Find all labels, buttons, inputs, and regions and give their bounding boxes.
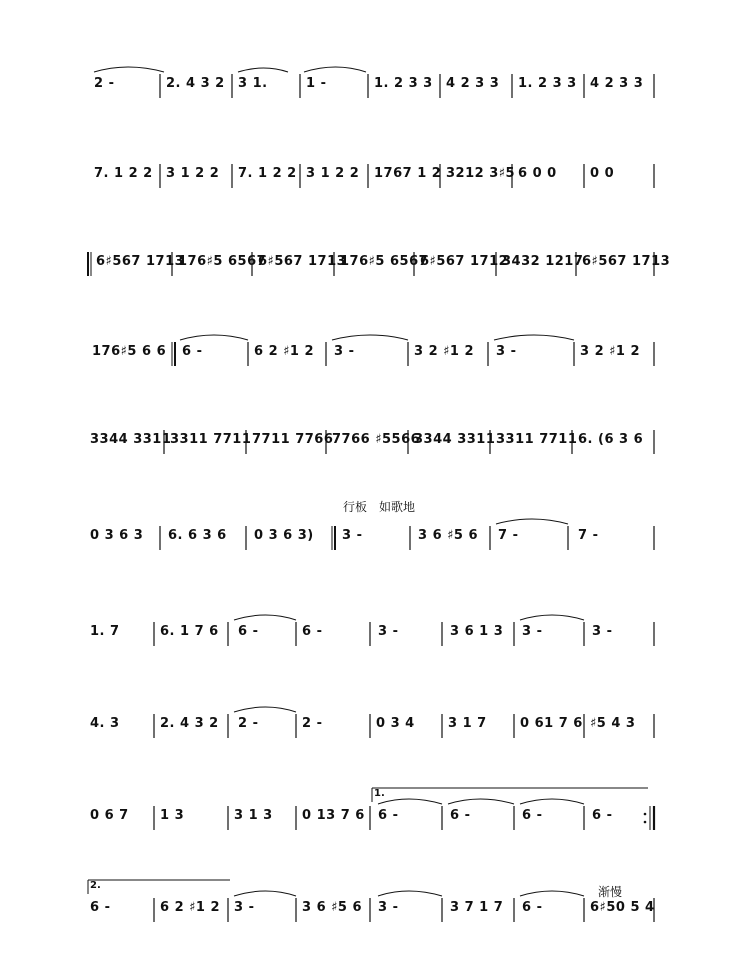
score-line-1	[88, 68, 656, 108]
measure: 1 -	[306, 76, 327, 91]
measure: 3311 7711	[496, 432, 578, 447]
score-line-7	[88, 616, 656, 656]
measure: 6♯567 1712	[420, 254, 509, 269]
measure: 7 -	[498, 528, 519, 543]
line-4-barlines	[88, 336, 656, 376]
measure: 2 -	[302, 716, 323, 731]
tempo-marking: 行板 如歌地	[343, 500, 416, 514]
measure: 6 -	[238, 624, 259, 639]
score-line-4	[88, 336, 656, 376]
measure: 6 -	[592, 808, 613, 823]
measure: 7711 7766	[252, 432, 334, 447]
measure: 0 13 7 6	[302, 808, 365, 823]
measure: 0 3 6 3	[90, 528, 144, 543]
measure: 0 3 4	[376, 716, 415, 731]
measure: 6. 6 3 6	[168, 528, 227, 543]
measure: 6 -	[522, 900, 543, 915]
measure: 3 1 7	[448, 716, 487, 731]
measure: 3432 1217	[502, 254, 584, 269]
measure: 176♯5 6567	[340, 254, 429, 269]
measure: 1. 7	[90, 624, 120, 639]
measure: 6♯567 1713	[582, 254, 671, 269]
ritardando-marking: 渐慢	[598, 885, 623, 899]
measure: 0 0	[590, 166, 615, 181]
measure: 6. (6 3 6	[578, 432, 644, 447]
score-line-3	[88, 246, 671, 286]
volta-2-label: 2.	[90, 880, 101, 891]
measure: 6 -	[378, 808, 399, 823]
measure: 7. 1 2 2	[94, 166, 153, 181]
measure: 176♯5 6 6	[92, 344, 167, 359]
volta-1-label: 1.	[374, 788, 385, 799]
measure: 6 -	[182, 344, 203, 359]
measure: 3 1.	[238, 76, 268, 91]
measure: 1. 2 3 3	[518, 76, 577, 91]
measure: 3 6 ♯5 6	[418, 528, 479, 543]
score-line-10	[88, 892, 656, 932]
measure: 3344 3311	[414, 432, 496, 447]
measure: 3 1 2 2	[306, 166, 360, 181]
measure: 4. 3	[90, 716, 120, 731]
measure: 3311 7711	[170, 432, 252, 447]
measure: 2. 4 3 2	[160, 716, 219, 731]
measure: 2. 4 3 2	[166, 76, 225, 91]
measure: 6 -	[522, 808, 543, 823]
measure: 6 0 0	[518, 166, 557, 181]
measure: 3 -	[522, 624, 543, 639]
measure: 3 6 1 3	[450, 624, 504, 639]
measure: 3 -	[592, 624, 613, 639]
measure: 6 2 ♯1 2	[254, 344, 315, 359]
measure: 3 -	[496, 344, 517, 359]
measure: 3 2 ♯1 2	[580, 344, 641, 359]
measure: 4 2 3 3	[446, 76, 500, 91]
measure: ♯5 4 3	[590, 716, 636, 731]
measure: 1767 1 2	[374, 166, 442, 181]
measure: 0 6 7	[90, 808, 129, 823]
measure: 3344 3311	[90, 432, 172, 447]
measure: 6 -	[450, 808, 471, 823]
measure: 4 2 3 3	[590, 76, 644, 91]
measure: 3 -	[234, 900, 255, 915]
measure: 3 1 3	[234, 808, 273, 823]
score-line-5	[88, 424, 656, 464]
measure: 6 -	[90, 900, 111, 915]
measure: 3 -	[342, 528, 363, 543]
measure: 2 -	[94, 76, 115, 91]
measure: 1 3	[160, 808, 185, 823]
measure: 3 -	[378, 900, 399, 915]
measure: 3 1 2 2	[166, 166, 220, 181]
measure: 0 3 6 3)	[254, 528, 314, 543]
measure: 7766 ♯5566	[332, 432, 421, 447]
measure: 1. 2 3 3	[374, 76, 433, 91]
measure: 176♯5 6567	[178, 254, 267, 269]
score-line-6	[88, 520, 656, 560]
measure: 7 -	[578, 528, 599, 543]
measure: 2 -	[238, 716, 259, 731]
measure: 6. 1 7 6	[160, 624, 219, 639]
measure: 0 61 7 6	[520, 716, 583, 731]
measure: 7. 1 2 2	[238, 166, 297, 181]
measure: 3 7 1 7	[450, 900, 504, 915]
measure: 6♯567 1713	[96, 254, 185, 269]
measure: 6 2 ♯1 2	[160, 900, 221, 915]
measure: 3212 3♯5	[446, 166, 516, 181]
score-line-2	[88, 158, 656, 198]
score-line-9	[88, 800, 656, 840]
measure: 6♯50 5 4	[590, 900, 655, 915]
measure: 3 2 ♯1 2	[414, 344, 475, 359]
measure: 3 -	[378, 624, 399, 639]
measure: 3 -	[334, 344, 355, 359]
measure: 6 -	[302, 624, 323, 639]
measure: 6♯567 1713	[258, 254, 347, 269]
measure: 3 6 ♯5 6	[302, 900, 363, 915]
score-line-8	[88, 708, 656, 748]
